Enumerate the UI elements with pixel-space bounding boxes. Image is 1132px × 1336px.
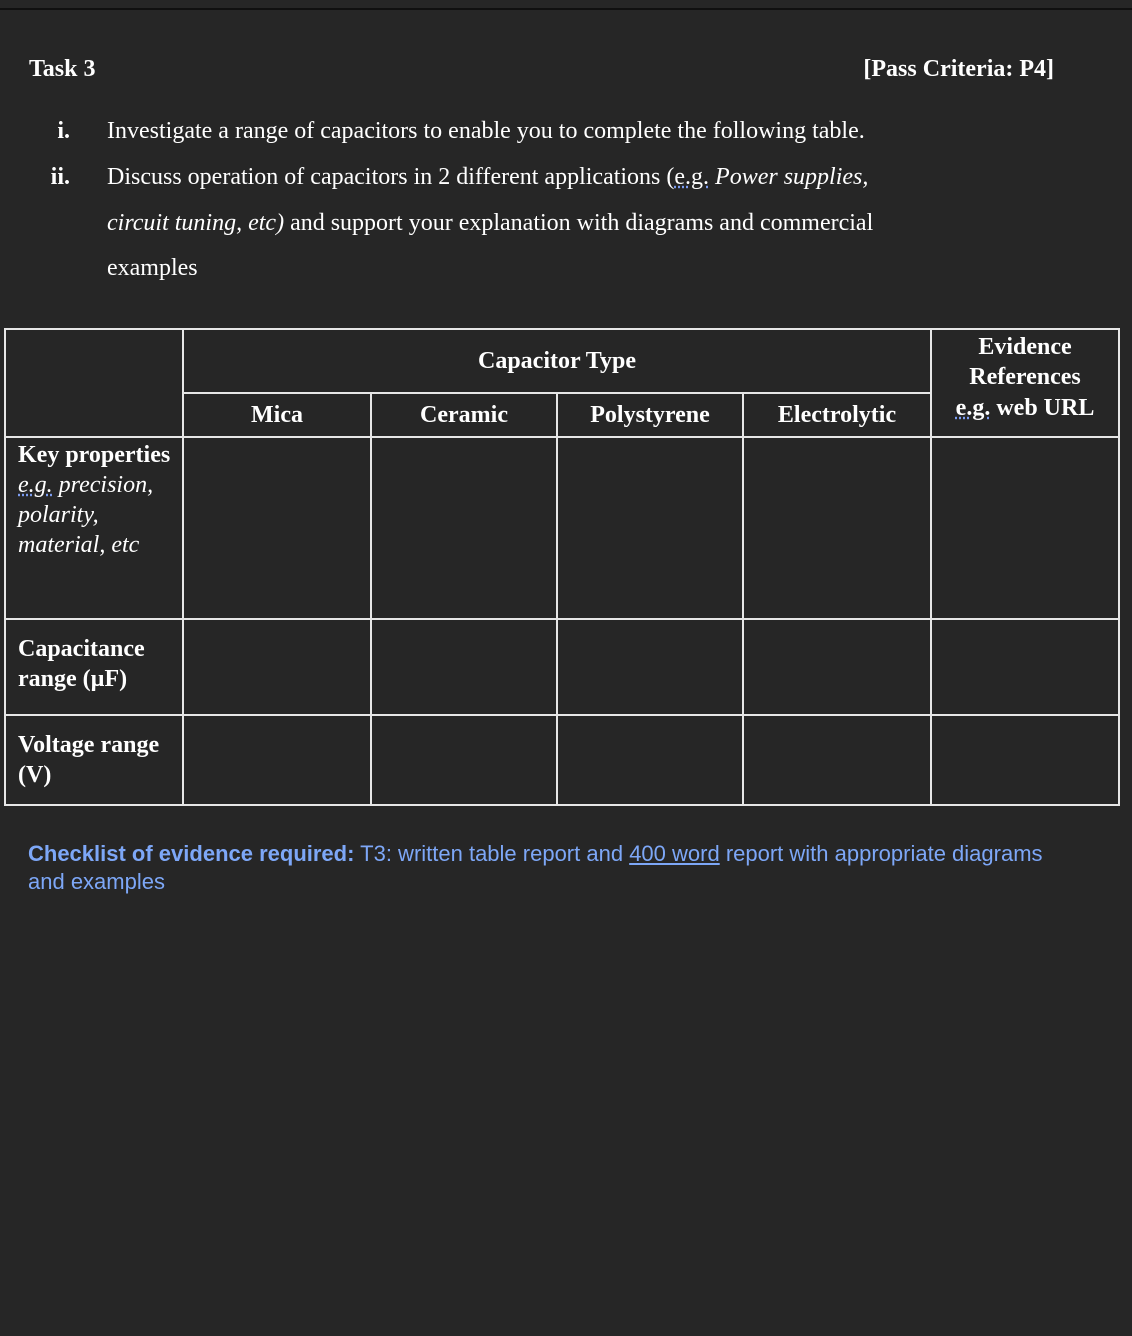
pass-criteria: [Pass Criteria: P4] xyxy=(863,56,1054,82)
row-label-subtext-rest: precision, polarity, material, etc xyxy=(18,472,154,558)
table-cell[interactable] xyxy=(931,715,1119,805)
table-row xyxy=(5,715,1119,805)
text-segment: Discuss operation of capacitors in 2 different applications ( xyxy=(107,164,675,190)
table-cell[interactable] xyxy=(183,619,371,715)
table-cell[interactable] xyxy=(743,619,931,715)
evidence-header-line1: Evidence xyxy=(978,334,1072,360)
instruction-number: ii. xyxy=(50,164,70,190)
checklist-text: report with appropriate diagrams and examples xyxy=(28,841,1043,894)
row-label-key-properties xyxy=(5,437,183,619)
column-header-mica: Mica xyxy=(183,393,371,437)
evidence-header xyxy=(931,329,1119,393)
table-row xyxy=(5,619,1119,715)
evidence-checklist xyxy=(28,840,1068,896)
evidence-header-line2: References xyxy=(969,364,1081,390)
row-label-capacitance: Capacitance range (µF) xyxy=(5,619,183,715)
row-label-subtext xyxy=(18,470,182,560)
table-cell[interactable] xyxy=(931,437,1119,619)
table-cell[interactable] xyxy=(183,437,371,619)
instruction-text-line2 xyxy=(107,208,873,238)
capacitor-table xyxy=(4,328,1120,806)
italic-segment: Power supplies, xyxy=(709,164,869,190)
eg-abbrev: e.g. xyxy=(955,395,991,421)
top-divider xyxy=(0,8,1132,10)
column-header-ceramic: Ceramic xyxy=(371,393,557,437)
table-cell[interactable] xyxy=(557,437,743,619)
table-cell[interactable] xyxy=(743,715,931,805)
group-header-capacitor-type: Capacitor Type xyxy=(183,329,931,393)
evidence-subheader-text: web URL xyxy=(990,395,1095,421)
table-cell[interactable] xyxy=(557,619,743,715)
eg-abbrev: e.g. xyxy=(674,164,710,190)
task-title: Task 3 xyxy=(29,56,96,82)
row-label-voltage: Voltage range (V) xyxy=(5,715,183,805)
table-cell[interactable] xyxy=(183,715,371,805)
checklist-heading: Checklist of evidence required: xyxy=(28,841,355,866)
table-cell[interactable] xyxy=(371,619,557,715)
evidence-subheader xyxy=(931,393,1119,437)
column-header-polystyrene: Polystyrene xyxy=(557,393,743,437)
table-cell[interactable] xyxy=(557,715,743,805)
column-header-electrolytic: Electrolytic xyxy=(743,393,931,437)
table-cell[interactable] xyxy=(371,715,557,805)
row-label-text: Key properties xyxy=(18,442,171,468)
instruction-text-line1 xyxy=(107,162,868,192)
table-cell[interactable] xyxy=(931,619,1119,715)
instruction-text-line3: examples xyxy=(107,255,198,281)
table-corner-cell xyxy=(5,329,183,437)
table-cell[interactable] xyxy=(371,437,557,619)
word-count-link[interactable]: 400 word xyxy=(629,841,720,866)
instruction-text: Investigate a range of capacitors to enable you to complete the following table. xyxy=(107,118,865,144)
checklist-text: T3: written table report and xyxy=(354,841,630,866)
italic-segment: circuit tuning, etc) xyxy=(107,210,285,236)
instruction-number: i. xyxy=(57,118,70,144)
eg-abbrev: e.g. xyxy=(18,472,53,498)
table-cell[interactable] xyxy=(743,437,931,619)
table-row xyxy=(5,437,1119,619)
text-segment: and support your explanation with diagrams and commercial xyxy=(284,210,874,236)
